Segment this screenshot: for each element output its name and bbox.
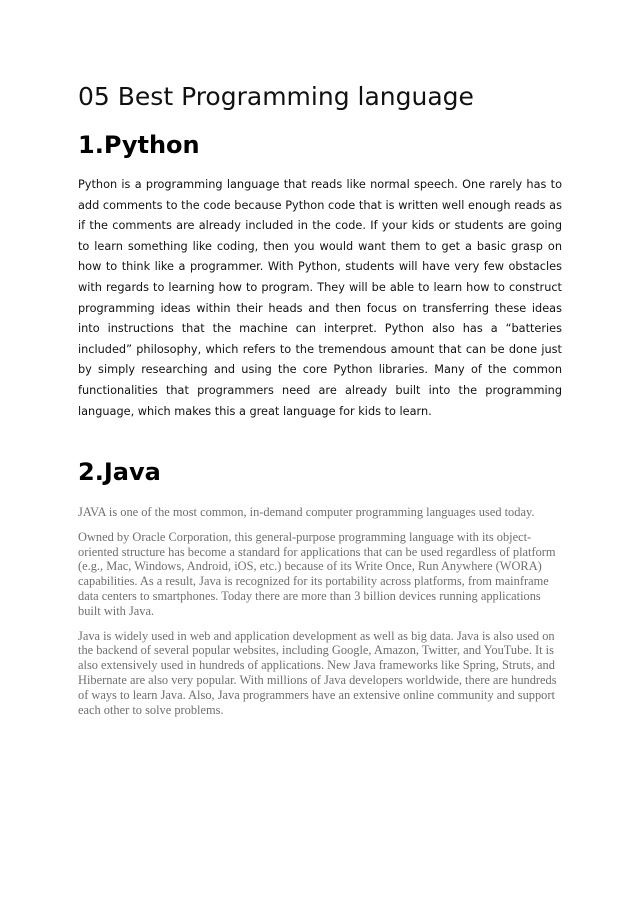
section-heading-python: 1.Python <box>78 131 200 159</box>
java-paragraph-platform: Owned by Oracle Corporation, this general-purpose programming language with its object-oriented structure has become a standard for applications that can be used regardless of platform (e.g., Mac, Windows, Android, iOS, etc.) because of its Write Once, Run Anywhere (WORA) capabilities. As a result, Java is recognized for its portability across platforms, from mainframe data centers to smartphones. Today there are more than 3 billion devices running applications built with Java. <box>78 529 556 618</box>
section-heading-java: 2.Java <box>78 458 161 486</box>
java-paragraph-intro: JAVA is one of the most common, in-demand computer programming languages used today. <box>78 505 535 519</box>
java-paragraph-usage: Java is widely used in web and application development as well as big data. Java is also used on the backend of several popular websites, including Google, Amazon, Twitter, and YouTube. It is also extensively used in hundreds of applications. New Java frameworks like Spring, Struts, and Hibernate are also very popular. With millions of Java developers worldwide, there are hundreds of ways to learn Java. Also, Java programmers have an extensive online community and support each other to solve problems. <box>78 628 557 717</box>
python-paragraph: Python is a programming language that reads like normal speech. One rarely has to add comments to the code because Python code that is written well enough reads as if the comments are already included in the code. If your kids or students are going to learn something like coding, then you would want them to get a basic grasp on how to think like a programmer. With Python, students will have very few obstacles with regards to learning how to program. They will be able to learn how to construct programming ideas within their heads and then focus on transferring these ideas into instructions that the machine can interpret. Python also has a “batteries included” philosophy, which refers to the tremendous amount that can be done just by simply researching and using the core Python libraries. Many of the common functionalities that programmers need are already built into the programming language, which makes this a great language for kids to learn. <box>78 178 562 418</box>
java-section-body <box>78 505 562 727</box>
page-title: 05 Best Programming language <box>78 82 474 111</box>
